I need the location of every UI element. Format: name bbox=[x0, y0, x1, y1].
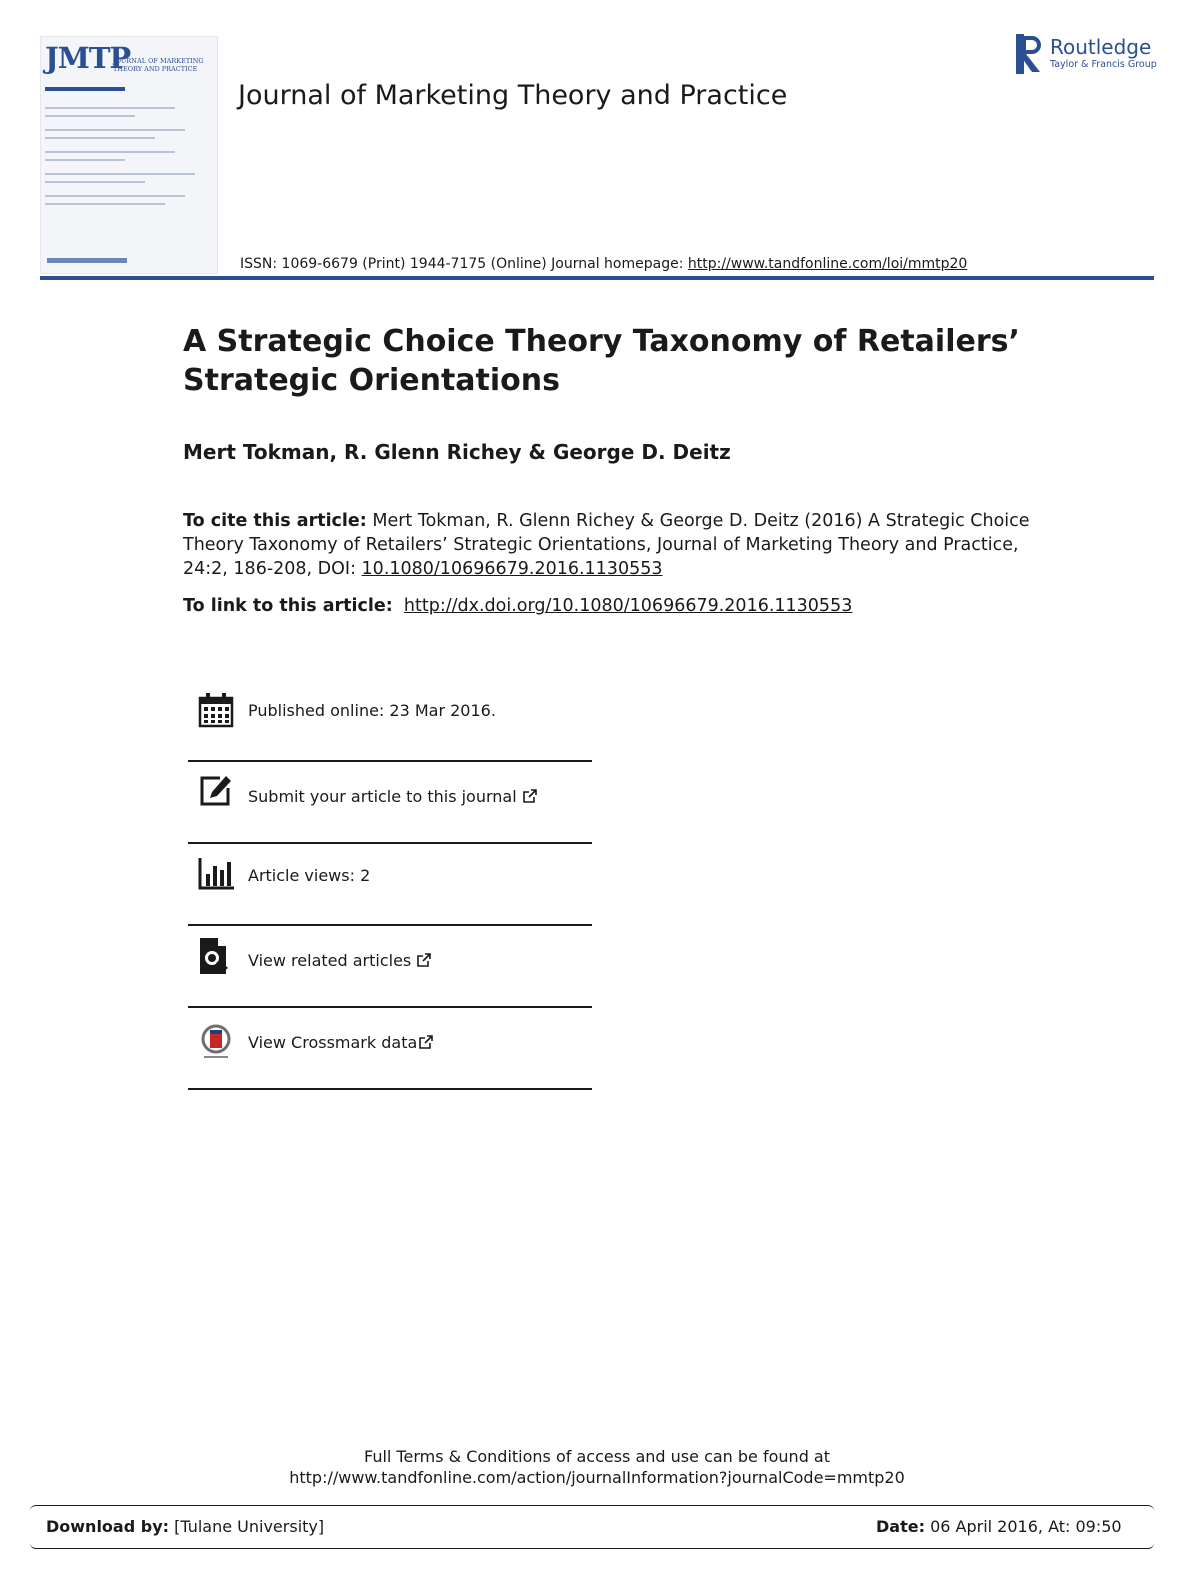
article-title: A Strategic Choice Theory Taxonomy of Retailers’ Strategic Orientations bbox=[183, 324, 1020, 398]
terms-url[interactable]: http://www.tandfonline.com/action/journalInformation?journalCode=mmtp20 bbox=[289, 1468, 905, 1487]
external-link-icon bbox=[523, 789, 537, 803]
cover-text-line bbox=[45, 195, 185, 197]
cite-label: To cite this article: bbox=[183, 511, 367, 531]
cover-text-line bbox=[45, 173, 195, 175]
views-row bbox=[188, 844, 592, 926]
bar-chart-icon bbox=[198, 856, 234, 892]
link-label: To link to this article: bbox=[183, 596, 393, 616]
crossmark-row[interactable] bbox=[188, 1008, 592, 1090]
cover-text-line bbox=[45, 203, 165, 205]
cover-text-line bbox=[45, 159, 125, 161]
cover-accent-bar bbox=[45, 87, 125, 91]
cover-text-line bbox=[45, 137, 155, 139]
edit-icon bbox=[198, 772, 234, 808]
cover-logo-subtitle: JOURNAL OF MARKETING THEORY AND PRACTICE bbox=[113, 57, 204, 73]
calendar-icon bbox=[198, 692, 234, 728]
submit-row[interactable] bbox=[188, 762, 592, 844]
external-link-icon bbox=[417, 953, 431, 967]
article-views-text: Article views: 2 bbox=[248, 866, 371, 885]
crossmark-icon bbox=[198, 1024, 234, 1060]
cover-footer-mark bbox=[47, 258, 127, 263]
submit-article-link[interactable] bbox=[248, 787, 537, 806]
date-label: Date: bbox=[876, 1517, 925, 1536]
submit-article-label: Submit your article to this journal bbox=[248, 787, 517, 806]
download-date bbox=[876, 1517, 1122, 1536]
cover-logo: JMTP bbox=[45, 41, 131, 75]
published-online-text: Published online: 23 Mar 2016. bbox=[248, 701, 496, 720]
article-link-line bbox=[183, 596, 852, 616]
cite-text: Mert Tokman, R. Glenn Richey & George D. Deitz (2016) A Strategic Choice Theory Taxonomy of Retailers’ Strategic Orientations, Journal of Marketing Theory and Practice, 24:2, 186-208, DOI: bbox=[183, 511, 1030, 579]
publisher-logo bbox=[1016, 34, 1166, 78]
article-doi-url-link[interactable]: http://dx.doi.org/10.1080/10696679.2016.1130553 bbox=[403, 596, 853, 616]
routledge-r-icon bbox=[1016, 34, 1044, 74]
journal-cover-thumbnail bbox=[40, 36, 218, 274]
issn-line bbox=[240, 256, 967, 272]
cover-text-line bbox=[45, 107, 175, 109]
issn-text: ISSN: 1069-6679 (Print) 1944-7175 (Online) Journal homepage: bbox=[240, 256, 688, 272]
doi-link[interactable]: 10.1080/10696679.2016.1130553 bbox=[361, 559, 663, 579]
terms-notice bbox=[0, 1446, 1194, 1488]
view-related-articles-label: View related articles bbox=[248, 951, 412, 970]
citation-block bbox=[183, 509, 1043, 581]
article-authors: Mert Tokman, R. Glenn Richey & George D. Deitz bbox=[183, 440, 731, 464]
download-value: [Tulane University] bbox=[169, 1517, 325, 1536]
related-row[interactable] bbox=[188, 926, 592, 1008]
view-related-articles-link[interactable] bbox=[248, 951, 431, 970]
publisher-subtitle: Taylor & Francis Group bbox=[1050, 59, 1157, 70]
external-link-icon bbox=[419, 1035, 433, 1049]
journal-homepage-link[interactable]: http://www.tandfonline.com/loi/mmtp20 bbox=[687, 256, 968, 272]
download-by bbox=[46, 1517, 324, 1536]
publisher-name: Routledge bbox=[1050, 35, 1152, 59]
download-label: Download by: bbox=[46, 1517, 170, 1536]
cover-text-line bbox=[45, 181, 145, 183]
document-search-icon bbox=[198, 938, 234, 974]
journal-title: Journal of Marketing Theory and Practice bbox=[238, 80, 788, 111]
cover-text-line bbox=[45, 151, 175, 153]
date-value: 06 April 2016, At: 09:50 bbox=[924, 1517, 1122, 1536]
cover-text-line bbox=[45, 115, 135, 117]
article-info-list bbox=[188, 680, 592, 1090]
terms-line: Full Terms & Conditions of access and use can be found at bbox=[363, 1447, 831, 1466]
header-divider bbox=[40, 276, 1154, 280]
published-row bbox=[188, 680, 592, 762]
view-crossmark-label: View Crossmark data bbox=[248, 1033, 418, 1052]
view-crossmark-link[interactable] bbox=[248, 1033, 433, 1052]
cover-text-line bbox=[45, 129, 185, 131]
